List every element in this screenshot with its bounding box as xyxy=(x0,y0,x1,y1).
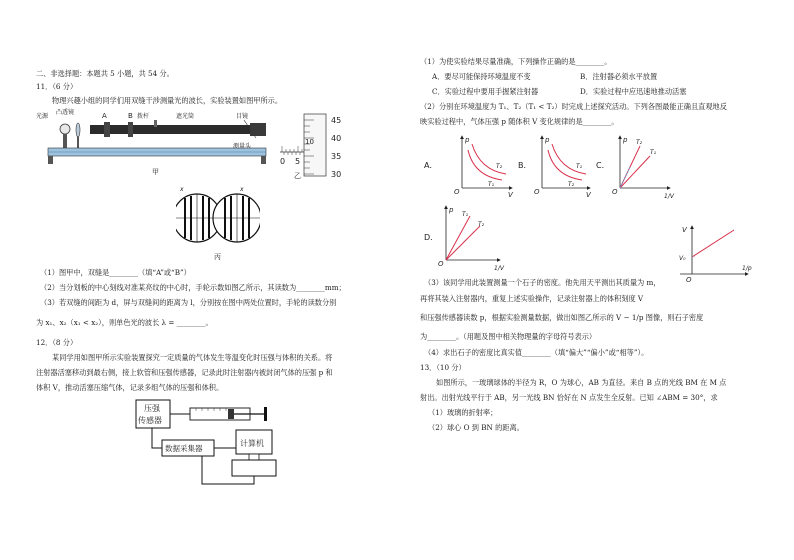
section-heading: 二、非选择题：本题共 5 小题，共 54 分。 xyxy=(36,69,174,78)
q12-sub3b: 再将其装入注射器内，重复上述实验操作，记录注射器上的体积刻度 V xyxy=(420,294,644,303)
graph-a-t1: T₁ xyxy=(488,181,495,188)
drum-tick-30: 30 xyxy=(331,170,342,179)
drum-tick-45: 45 xyxy=(331,116,342,125)
graph-c-inv-v: 1/V xyxy=(664,193,674,200)
drum-tick-40: 40 xyxy=(331,134,342,143)
pv-graph-options-abc xyxy=(424,132,694,202)
graph-yi-inv-p: 1/p xyxy=(742,265,752,272)
label-bing: 丙 xyxy=(214,253,221,261)
label-measuring-head: 测量头 xyxy=(233,143,252,150)
graph-d-t1: T₁ xyxy=(462,211,469,218)
drum-tick-35: 35 xyxy=(331,152,342,161)
graph-c-t2: T₂ xyxy=(636,139,643,146)
label-x1: x xyxy=(180,186,184,193)
q12-sub4: （4）求出石子的密度比真实值________（填“偏大”“偏小”或“相等”）。 xyxy=(424,348,649,357)
graph-c-p: p xyxy=(623,136,628,144)
label-convex-lens: 凸透镜 xyxy=(56,109,75,116)
pv-graph-option-d xyxy=(424,202,514,272)
graph-a-t2: T₂ xyxy=(496,163,503,170)
q12-intro-c: 体积 V，推动活塞压缩气体，记录多组气体的压强和体积。 xyxy=(36,383,224,392)
graph-c-o: O xyxy=(612,188,618,196)
q13-number: 13．（10 分） xyxy=(420,363,466,372)
q12-intro-a: 某同学用如图甲所示实验装置探究一定质量的气体发生等温变化时压强与体积的关系。将 xyxy=(52,353,333,362)
graph-a-o: O xyxy=(454,188,460,196)
label-eyepiece: 目镜 xyxy=(236,113,249,120)
q11-intro: 物理兴趣小组的同学们用双缝干涉测量光的波长，实验装置如图甲所示。 xyxy=(52,96,283,105)
graph-b-p: p xyxy=(545,136,550,144)
graph-a-p: p xyxy=(465,136,470,144)
graph-d-inv-v: 1/V xyxy=(494,265,504,272)
q12-opt-b: B．注射器必须水平放置 xyxy=(580,72,658,81)
label-a: A xyxy=(102,112,107,120)
graph-d-o: O xyxy=(438,260,444,268)
q13-sub1: （1）玻璃的折射率； xyxy=(428,408,498,417)
graph-a-v: V xyxy=(508,191,513,199)
q11-sub1: （1）图甲中，双缝是________（填“A”或“B”） xyxy=(40,268,191,277)
graph-d-p: p xyxy=(449,206,454,214)
label-rod: 拨杆 xyxy=(137,113,150,120)
q12-number: 12．（8 分） xyxy=(36,338,78,347)
q13-intro-a: 如图所示，一玻璃球体的半径为 R，O 为球心，AB 为直径。来自 B 点的光线 BM 在 M 点 xyxy=(436,378,727,387)
double-slit-apparatus-figure xyxy=(34,108,274,178)
graph-c-t1: T₁ xyxy=(650,149,657,156)
micrometer-reading-figure xyxy=(276,112,356,182)
q12-intro-b: 注射器活塞移动到最右侧，接上软管和压强传感器，记录此时注射器内被封闭气体的压强 p 和 xyxy=(36,368,333,377)
label-jia: 甲 xyxy=(152,168,159,176)
q11-number: 11．（6 分） xyxy=(36,82,78,91)
main-tick-5: 5 xyxy=(295,157,301,166)
graph-yi-o: O xyxy=(686,276,692,282)
q11-sub2: （2）当分划板的中心刻线对准某亮纹的中心时，手轮示数如图乙所示，其读数为________mm； xyxy=(40,283,346,292)
q12-sub2b: 映实验过程中，气体压强 p 随体积 V 变化规律的是________。 xyxy=(420,117,619,126)
v-inverse-p-graph xyxy=(676,222,756,282)
label-pressure-a: 压强 xyxy=(144,404,160,413)
graph-b-o: O xyxy=(534,188,540,196)
q11-sub3a: （3）若双缝的间距为 d，屏与双缝间的距离为 l，分别按在图中两处位置时，手轮的读数分别 xyxy=(40,298,337,307)
q12-opt-a: A．要尽可能保持环境温度不变 xyxy=(432,72,531,81)
label-light-source: 光源 xyxy=(36,113,49,120)
graph-d-label: D． xyxy=(424,233,439,242)
q12-sub3a: （3）该同学用此装置测量一个石子的密度。他先用天平测出其质量为 m， xyxy=(424,278,661,287)
label-pressure-b: 传感器 xyxy=(138,416,162,425)
label-filter: 遮光筒 xyxy=(176,113,195,120)
q12-opt-d: D．实验过程中应迅速地推动活塞 xyxy=(580,87,687,96)
q12-sub2a: （2）分别在环境温度为 T₁、T₂（T₁ < T₂）时完成上述探究活动。下列各图最能正确且直观地反 xyxy=(420,102,727,111)
q12-opt-c: C．实验过程中要用手握紧注射器 xyxy=(432,87,539,96)
label-b: B xyxy=(128,112,133,120)
graph-b-t2: T₂ xyxy=(568,181,575,188)
graph-b-t1: T₁ xyxy=(576,163,583,170)
interference-fringes-figure xyxy=(176,182,260,262)
q12-sub3d: 为________。（用题及图中相关物理量的字母符号表示） xyxy=(420,332,597,341)
q13-sub2: （2）球心 O 到 BN 的距离。 xyxy=(428,423,524,432)
label-yi: 乙 xyxy=(294,172,301,180)
q13-intro-b: 射出。出射光线平行于 AB，另一光线 BN 恰好在 N 点发生全反射。已知 ∠ABM = 30°，求 xyxy=(420,393,718,402)
graph-c-label: C． xyxy=(596,161,610,170)
main-tick-0: 0 xyxy=(280,157,286,166)
graph-a-label: A． xyxy=(424,161,438,170)
q12-sub3c: 和压强传感器读数 p，根据实验测量数据，做出如图乙所示的 V − 1/p 图像，则石子密度 xyxy=(420,313,704,322)
q11-sub3b: 为 x₁、x₂（x₁ < x₂），则单色光的波长 λ = ________。 xyxy=(36,318,213,327)
main-tick-10: 10 xyxy=(305,138,314,146)
graph-d-t2: T₂ xyxy=(478,221,485,228)
graph-b-label: B． xyxy=(518,161,532,170)
q12-sub1: （1）为使实验结果尽量准确，下列操作正确的是________。 xyxy=(420,57,612,66)
label-x2: x xyxy=(240,186,244,193)
label-computer: 计算机 xyxy=(240,439,264,448)
label-data-collector: 数据采集器 xyxy=(165,444,203,453)
graph-yi-v0: V₀ xyxy=(679,255,686,262)
graph-yi-v: V xyxy=(682,226,687,234)
gas-law-apparatus-figure xyxy=(132,396,292,496)
graph-b-v: V xyxy=(586,191,591,199)
